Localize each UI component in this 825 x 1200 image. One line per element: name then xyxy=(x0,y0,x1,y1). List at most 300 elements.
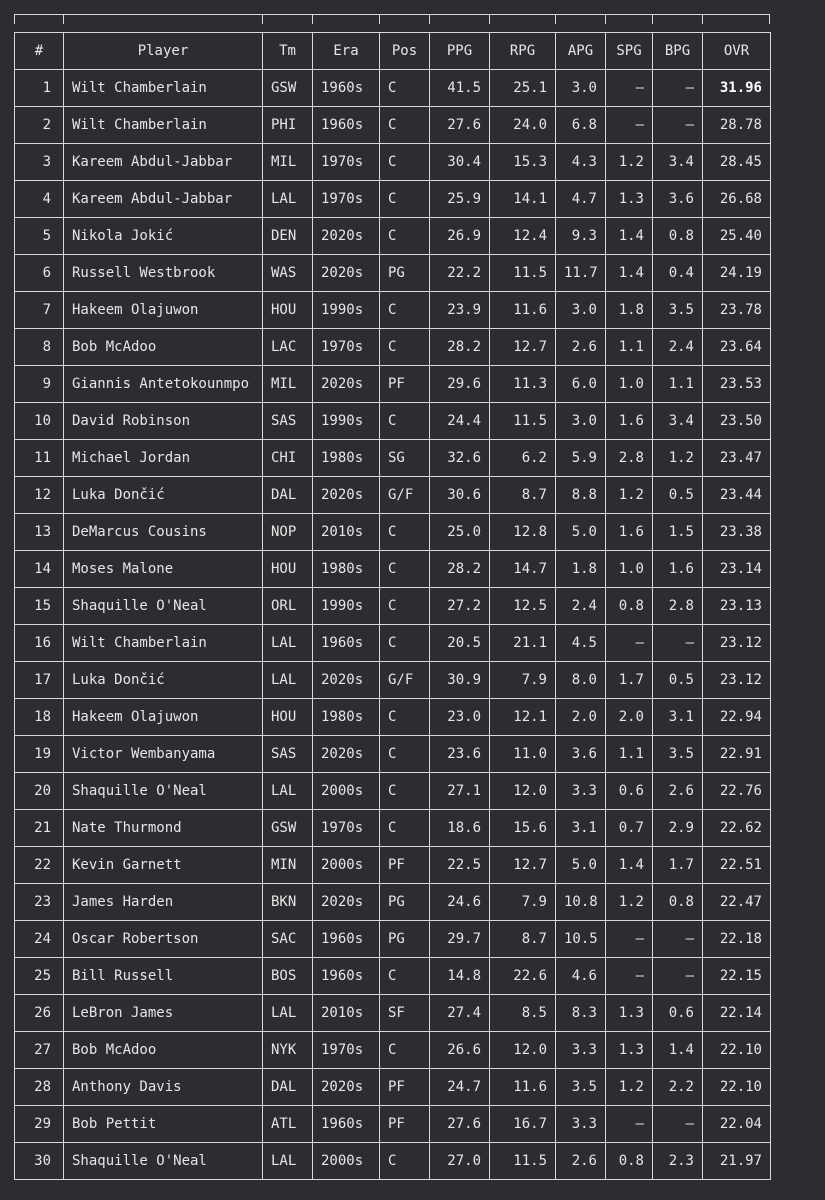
cell-spg: 1.6 xyxy=(606,403,653,440)
col-header-player[interactable]: Player xyxy=(64,33,263,70)
cell-spg: 1.4 xyxy=(606,218,653,255)
cell-rank: 1 xyxy=(15,70,64,107)
cell-ovr: 22.15 xyxy=(703,958,771,995)
cell-bpg: 1.1 xyxy=(653,366,703,403)
cell-player: Michael Jordan xyxy=(64,440,263,477)
col-header-era[interactable]: Era xyxy=(313,33,380,70)
cell-rpg: 16.7 xyxy=(490,1106,556,1143)
cell-apg: 4.5 xyxy=(556,625,606,662)
cell-ppg: 18.6 xyxy=(430,810,490,847)
cell-apg: 3.6 xyxy=(556,736,606,773)
cell-ovr: 23.50 xyxy=(703,403,771,440)
cell-position: PF xyxy=(380,1106,430,1143)
cell-rank: 24 xyxy=(15,921,64,958)
cell-team: WAS xyxy=(263,255,313,292)
cell-team: ORL xyxy=(263,588,313,625)
cell-ovr: 23.64 xyxy=(703,329,771,366)
cell-era: 1970s xyxy=(313,810,380,847)
cell-player: Bob McAdoo xyxy=(64,1032,263,1069)
cell-player: Nikola Jokić xyxy=(64,218,263,255)
cell-team: LAL xyxy=(263,995,313,1032)
cell-rpg: 11.6 xyxy=(490,1069,556,1106)
cell-ovr: 23.12 xyxy=(703,662,771,699)
cell-player: Bob McAdoo xyxy=(64,329,263,366)
table-row[interactable] xyxy=(15,440,771,477)
cell-player: DeMarcus Cousins xyxy=(64,514,263,551)
cell-ovr: 21.97 xyxy=(703,1143,771,1180)
cell-spg: 1.0 xyxy=(606,366,653,403)
col-header-bpg[interactable]: BPG xyxy=(653,33,703,70)
cell-bpg: 0.5 xyxy=(653,477,703,514)
cell-ppg: 27.1 xyxy=(430,773,490,810)
cell-bpg: 1.4 xyxy=(653,1032,703,1069)
cell-team: HOU xyxy=(263,292,313,329)
cell-position: C xyxy=(380,514,430,551)
table-row[interactable] xyxy=(15,292,771,329)
cell-team: LAC xyxy=(263,329,313,366)
cell-spg: 1.0 xyxy=(606,551,653,588)
cell-rpg: 8.7 xyxy=(490,921,556,958)
cell-bpg: 2.6 xyxy=(653,773,703,810)
col-header-ovr[interactable]: OVR xyxy=(703,33,771,70)
cell-position: C xyxy=(380,181,430,218)
cell-position: C xyxy=(380,625,430,662)
cell-spg: – xyxy=(606,958,653,995)
table-row[interactable] xyxy=(15,847,771,884)
cell-position: C xyxy=(380,1143,430,1180)
cell-spg: 1.2 xyxy=(606,144,653,181)
cell-rpg: 12.8 xyxy=(490,514,556,551)
cell-position: C xyxy=(380,107,430,144)
cell-era: 1980s xyxy=(313,699,380,736)
cell-apg: 4.3 xyxy=(556,144,606,181)
table-row[interactable] xyxy=(15,366,771,403)
cell-position: PF xyxy=(380,847,430,884)
cell-ppg: 27.6 xyxy=(430,1106,490,1143)
cell-player: Shaquille O'Neal xyxy=(64,773,263,810)
cell-ovr: 22.14 xyxy=(703,995,771,1032)
cell-position: PF xyxy=(380,366,430,403)
cell-player: Russell Westbrook xyxy=(64,255,263,292)
col-header-spg[interactable]: SPG xyxy=(606,33,653,70)
cell-rank: 25 xyxy=(15,958,64,995)
cell-spg: 1.3 xyxy=(606,1032,653,1069)
cell-rank: 16 xyxy=(15,625,64,662)
table-row[interactable] xyxy=(15,995,771,1032)
cell-ovr: 22.51 xyxy=(703,847,771,884)
cell-rank: 19 xyxy=(15,736,64,773)
cell-rpg: 8.5 xyxy=(490,995,556,1032)
cell-apg: 4.7 xyxy=(556,181,606,218)
cell-apg: 1.8 xyxy=(556,551,606,588)
cell-apg: 3.3 xyxy=(556,1106,606,1143)
cell-apg: 10.8 xyxy=(556,884,606,921)
cell-ppg: 22.5 xyxy=(430,847,490,884)
cell-rpg: 6.2 xyxy=(490,440,556,477)
cell-bpg: 3.1 xyxy=(653,699,703,736)
cell-ovr: 22.47 xyxy=(703,884,771,921)
cell-rank: 21 xyxy=(15,810,64,847)
cell-apg: 10.5 xyxy=(556,921,606,958)
cell-ppg: 28.2 xyxy=(430,329,490,366)
cell-team: LAL xyxy=(263,662,313,699)
cell-player: Wilt Chamberlain xyxy=(64,625,263,662)
cell-apg: 2.0 xyxy=(556,699,606,736)
cell-ppg: 26.9 xyxy=(430,218,490,255)
cell-era: 2020s xyxy=(313,662,380,699)
cell-era: 2000s xyxy=(313,1143,380,1180)
cell-ovr: 22.10 xyxy=(703,1069,771,1106)
cell-player: Shaquille O'Neal xyxy=(64,1143,263,1180)
cell-team: MIN xyxy=(263,847,313,884)
stub-tick xyxy=(312,14,313,24)
cell-player: Bill Russell xyxy=(64,958,263,995)
cell-team: ATL xyxy=(263,1106,313,1143)
cell-rank: 6 xyxy=(15,255,64,292)
cell-apg: 8.8 xyxy=(556,477,606,514)
cell-position: C xyxy=(380,699,430,736)
cell-bpg: 2.8 xyxy=(653,588,703,625)
header-row xyxy=(15,33,771,70)
cell-rpg: 11.5 xyxy=(490,255,556,292)
stub-line xyxy=(14,14,770,15)
table-row[interactable] xyxy=(15,514,771,551)
cell-player: Wilt Chamberlain xyxy=(64,107,263,144)
cell-spg: 1.4 xyxy=(606,255,653,292)
cell-player: Hakeem Olajuwon xyxy=(64,292,263,329)
cell-apg: 2.6 xyxy=(556,1143,606,1180)
cell-rank: 26 xyxy=(15,995,64,1032)
cell-bpg: 2.3 xyxy=(653,1143,703,1180)
col-header-position[interactable]: Pos xyxy=(380,33,430,70)
cell-era: 2000s xyxy=(313,773,380,810)
cell-rpg: 12.0 xyxy=(490,773,556,810)
table-row[interactable] xyxy=(15,144,771,181)
cell-player: Kareem Abdul-Jabbar xyxy=(64,181,263,218)
cell-position: C xyxy=(380,292,430,329)
cell-bpg: 0.6 xyxy=(653,995,703,1032)
cell-spg: 1.7 xyxy=(606,662,653,699)
cell-apg: 5.0 xyxy=(556,514,606,551)
cell-ovr: 22.10 xyxy=(703,1032,771,1069)
cell-spg: 1.3 xyxy=(606,181,653,218)
cell-ppg: 30.4 xyxy=(430,144,490,181)
col-header-rank[interactable]: # xyxy=(15,33,64,70)
cell-apg: 6.8 xyxy=(556,107,606,144)
cell-spg: 1.2 xyxy=(606,884,653,921)
cell-spg: 1.1 xyxy=(606,736,653,773)
cell-ovr: 23.53 xyxy=(703,366,771,403)
table-row[interactable] xyxy=(15,551,771,588)
cell-spg: 0.7 xyxy=(606,810,653,847)
cell-spg: – xyxy=(606,70,653,107)
cell-era: 2020s xyxy=(313,884,380,921)
cell-ovr: 23.44 xyxy=(703,477,771,514)
cell-team: GSW xyxy=(263,810,313,847)
table-row[interactable] xyxy=(15,255,771,292)
cell-rpg: 8.7 xyxy=(490,477,556,514)
cell-bpg: 2.2 xyxy=(653,1069,703,1106)
cell-player: Hakeem Olajuwon xyxy=(64,699,263,736)
cell-era: 1970s xyxy=(313,329,380,366)
stub-tick xyxy=(429,14,430,24)
cell-position: G/F xyxy=(380,662,430,699)
cell-rank: 2 xyxy=(15,107,64,144)
cell-bpg: 2.9 xyxy=(653,810,703,847)
table-row[interactable] xyxy=(15,403,771,440)
cell-era: 2020s xyxy=(313,218,380,255)
cell-position: C xyxy=(380,144,430,181)
cell-position: C xyxy=(380,588,430,625)
cell-bpg: 3.5 xyxy=(653,736,703,773)
cell-apg: 5.9 xyxy=(556,440,606,477)
cell-apg: 8.0 xyxy=(556,662,606,699)
cell-era: 2000s xyxy=(313,847,380,884)
cell-rpg: 21.1 xyxy=(490,625,556,662)
stub-tick xyxy=(555,14,556,24)
cell-rpg: 25.1 xyxy=(490,70,556,107)
table-row[interactable] xyxy=(15,810,771,847)
cell-spg: 2.8 xyxy=(606,440,653,477)
cell-bpg: 3.6 xyxy=(653,181,703,218)
cell-bpg: 0.8 xyxy=(653,218,703,255)
cell-era: 1960s xyxy=(313,107,380,144)
cell-team: GSW xyxy=(263,70,313,107)
cell-ovr: 23.13 xyxy=(703,588,771,625)
table-row[interactable] xyxy=(15,958,771,995)
table-row[interactable] xyxy=(15,625,771,662)
cell-era: 2020s xyxy=(313,366,380,403)
cell-player: Kevin Garnett xyxy=(64,847,263,884)
cell-era: 1990s xyxy=(313,292,380,329)
table-row[interactable] xyxy=(15,329,771,366)
table-row[interactable] xyxy=(15,107,771,144)
cell-spg: 1.3 xyxy=(606,995,653,1032)
cell-team: LAL xyxy=(263,181,313,218)
cell-player: David Robinson xyxy=(64,403,263,440)
table-row[interactable] xyxy=(15,588,771,625)
cell-rpg: 11.5 xyxy=(490,1143,556,1180)
cell-team: HOU xyxy=(263,551,313,588)
cell-team: SAS xyxy=(263,736,313,773)
cell-team: NOP xyxy=(263,514,313,551)
cell-rank: 7 xyxy=(15,292,64,329)
cell-rank: 4 xyxy=(15,181,64,218)
cell-spg: 1.2 xyxy=(606,1069,653,1106)
cell-era: 2020s xyxy=(313,736,380,773)
table-row[interactable] xyxy=(15,921,771,958)
cell-rank: 22 xyxy=(15,847,64,884)
cell-ppg: 25.0 xyxy=(430,514,490,551)
cell-spg: – xyxy=(606,107,653,144)
cell-ppg: 24.4 xyxy=(430,403,490,440)
cell-apg: 4.6 xyxy=(556,958,606,995)
cell-era: 1970s xyxy=(313,144,380,181)
cell-ovr: 28.78 xyxy=(703,107,771,144)
cell-spg: 1.8 xyxy=(606,292,653,329)
cell-spg: 1.1 xyxy=(606,329,653,366)
cell-era: 1960s xyxy=(313,625,380,662)
cell-rpg: 14.7 xyxy=(490,551,556,588)
cell-player: Nate Thurmond xyxy=(64,810,263,847)
table-row[interactable] xyxy=(15,1032,771,1069)
cell-team: BKN xyxy=(263,884,313,921)
cell-apg: 3.1 xyxy=(556,810,606,847)
cell-rpg: 12.1 xyxy=(490,699,556,736)
cell-ovr: 24.19 xyxy=(703,255,771,292)
col-header-apg[interactable]: APG xyxy=(556,33,606,70)
col-header-rpg[interactable]: RPG xyxy=(490,33,556,70)
cell-spg: 1.4 xyxy=(606,847,653,884)
cell-rpg: 11.0 xyxy=(490,736,556,773)
cell-position: PG xyxy=(380,884,430,921)
cell-ovr: 23.78 xyxy=(703,292,771,329)
cell-team: MIL xyxy=(263,144,313,181)
cell-rank: 18 xyxy=(15,699,64,736)
table-row[interactable] xyxy=(15,1106,771,1143)
stub-tick xyxy=(769,14,770,24)
cell-ovr: 22.04 xyxy=(703,1106,771,1143)
cell-ovr: 22.91 xyxy=(703,736,771,773)
cell-ppg: 27.2 xyxy=(430,588,490,625)
cell-player: Moses Malone xyxy=(64,551,263,588)
cell-ovr: 23.47 xyxy=(703,440,771,477)
cell-era: 1990s xyxy=(313,403,380,440)
cell-bpg: 3.4 xyxy=(653,144,703,181)
cell-rpg: 14.1 xyxy=(490,181,556,218)
cell-ppg: 22.2 xyxy=(430,255,490,292)
cell-position: C xyxy=(380,958,430,995)
cell-player: Luka Dončić xyxy=(64,477,263,514)
cell-era: 2010s xyxy=(313,995,380,1032)
cell-rpg: 7.9 xyxy=(490,662,556,699)
cell-bpg: 0.5 xyxy=(653,662,703,699)
col-header-ppg[interactable]: PPG xyxy=(430,33,490,70)
cell-spg: – xyxy=(606,921,653,958)
cell-position: G/F xyxy=(380,477,430,514)
table-row[interactable] xyxy=(15,218,771,255)
cell-player: Bob Pettit xyxy=(64,1106,263,1143)
table-row[interactable] xyxy=(15,884,771,921)
table-row[interactable] xyxy=(15,1143,771,1180)
cell-bpg: 3.5 xyxy=(653,292,703,329)
rankings-table-container xyxy=(14,14,770,1180)
table-row[interactable] xyxy=(15,70,771,107)
cell-spg: 0.8 xyxy=(606,588,653,625)
cell-ovr: 26.68 xyxy=(703,181,771,218)
cell-apg: 6.0 xyxy=(556,366,606,403)
cell-ppg: 30.9 xyxy=(430,662,490,699)
table-row[interactable] xyxy=(15,699,771,736)
table-row[interactable] xyxy=(15,181,771,218)
table-row[interactable] xyxy=(15,1069,771,1106)
cell-bpg: – xyxy=(653,1106,703,1143)
cell-spg: – xyxy=(606,1106,653,1143)
cell-era: 2020s xyxy=(313,477,380,514)
table-top-border-stub xyxy=(14,14,770,32)
cell-position: PF xyxy=(380,1069,430,1106)
cell-player: Anthony Davis xyxy=(64,1069,263,1106)
cell-bpg: – xyxy=(653,958,703,995)
cell-team: SAC xyxy=(263,921,313,958)
cell-player: Shaquille O'Neal xyxy=(64,588,263,625)
cell-rpg: 15.6 xyxy=(490,810,556,847)
cell-ovr: 22.62 xyxy=(703,810,771,847)
cell-position: PG xyxy=(380,921,430,958)
cell-rank: 12 xyxy=(15,477,64,514)
cell-era: 2010s xyxy=(313,514,380,551)
cell-ppg: 27.4 xyxy=(430,995,490,1032)
cell-bpg: – xyxy=(653,70,703,107)
cell-player: James Harden xyxy=(64,884,263,921)
cell-apg: 5.0 xyxy=(556,847,606,884)
cell-spg: 2.0 xyxy=(606,699,653,736)
cell-position: SG xyxy=(380,440,430,477)
cell-ovr: 23.14 xyxy=(703,551,771,588)
stub-tick xyxy=(652,14,653,24)
cell-rank: 20 xyxy=(15,773,64,810)
cell-rpg: 7.9 xyxy=(490,884,556,921)
cell-team: CHI xyxy=(263,440,313,477)
cell-team: NYK xyxy=(263,1032,313,1069)
cell-bpg: 1.6 xyxy=(653,551,703,588)
cell-apg: 11.7 xyxy=(556,255,606,292)
cell-bpg: – xyxy=(653,625,703,662)
cell-team: HOU xyxy=(263,699,313,736)
cell-rank: 17 xyxy=(15,662,64,699)
cell-bpg: 1.2 xyxy=(653,440,703,477)
cell-ppg: 30.6 xyxy=(430,477,490,514)
stub-tick xyxy=(262,14,263,24)
cell-spg: 1.6 xyxy=(606,514,653,551)
cell-ppg: 23.0 xyxy=(430,699,490,736)
cell-rank: 5 xyxy=(15,218,64,255)
cell-rank: 29 xyxy=(15,1106,64,1143)
player-rankings-table xyxy=(14,32,771,1180)
cell-ppg: 25.9 xyxy=(430,181,490,218)
cell-position: C xyxy=(380,810,430,847)
cell-rpg: 15.3 xyxy=(490,144,556,181)
cell-team: DEN xyxy=(263,218,313,255)
table-row[interactable] xyxy=(15,773,771,810)
cell-position: C xyxy=(380,329,430,366)
cell-era: 1980s xyxy=(313,551,380,588)
cell-player: Luka Dončić xyxy=(64,662,263,699)
stub-tick xyxy=(605,14,606,24)
cell-rank: 27 xyxy=(15,1032,64,1069)
cell-team: LAL xyxy=(263,625,313,662)
cell-rank: 9 xyxy=(15,366,64,403)
cell-rank: 30 xyxy=(15,1143,64,1180)
cell-rank: 3 xyxy=(15,144,64,181)
cell-rpg: 11.3 xyxy=(490,366,556,403)
table-row[interactable] xyxy=(15,477,771,514)
stub-tick xyxy=(702,14,703,24)
table-row[interactable] xyxy=(15,662,771,699)
cell-team: DAL xyxy=(263,1069,313,1106)
cell-ppg: 24.6 xyxy=(430,884,490,921)
cell-bpg: 1.7 xyxy=(653,847,703,884)
table-row[interactable] xyxy=(15,736,771,773)
col-header-team[interactable]: Tm xyxy=(263,33,313,70)
cell-player: Victor Wembanyama xyxy=(64,736,263,773)
cell-apg: 3.3 xyxy=(556,1032,606,1069)
cell-team: PHI xyxy=(263,107,313,144)
cell-ppg: 24.7 xyxy=(430,1069,490,1106)
cell-bpg: 3.4 xyxy=(653,403,703,440)
cell-bpg: 2.4 xyxy=(653,329,703,366)
cell-player: LeBron James xyxy=(64,995,263,1032)
